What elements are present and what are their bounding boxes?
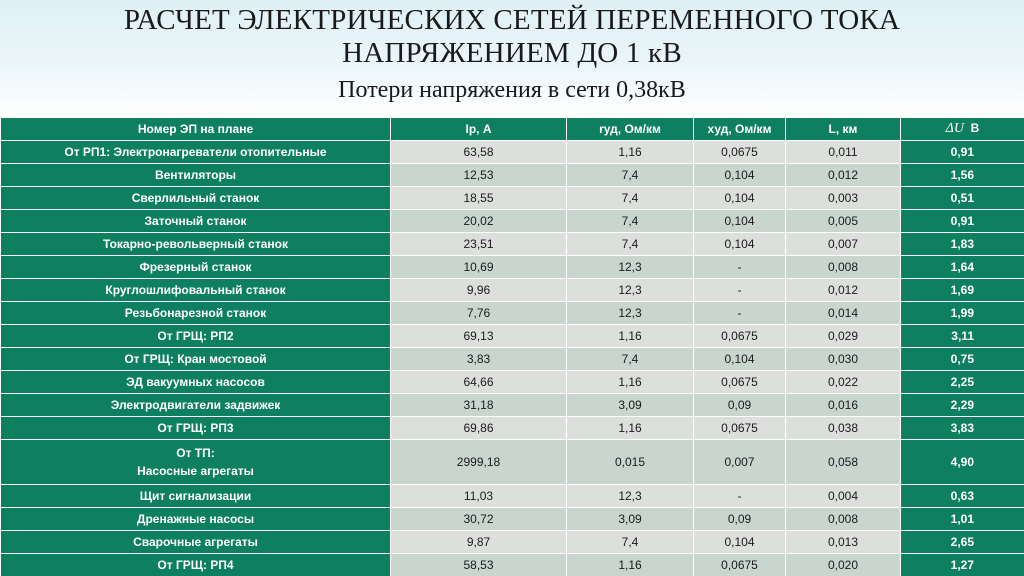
row-ip: 20,02	[391, 210, 567, 233]
row-ip: 64,66	[391, 371, 567, 394]
row-name: ЭД вакуумных насосов	[1, 371, 391, 394]
header-x: худ, Ом/км	[694, 118, 786, 141]
row-x: 0,09	[694, 394, 786, 417]
row-name: Щит сигнализации	[1, 485, 391, 508]
row-name: Сварочные агрегаты	[1, 531, 391, 554]
row-du: 1,27	[901, 554, 1024, 576]
row-x: 0,104	[694, 187, 786, 210]
row-l: 0,008	[786, 256, 901, 279]
row-l: 0,013	[786, 531, 901, 554]
row-x: -	[694, 302, 786, 325]
row-x: -	[694, 279, 786, 302]
row-x: 0,0675	[694, 417, 786, 440]
row-du: 1,99	[901, 302, 1024, 325]
row-x: -	[694, 485, 786, 508]
row-name: Сверлильный станок	[1, 187, 391, 210]
row-x: 0,0675	[694, 554, 786, 576]
row-l: 0,058	[786, 440, 901, 485]
table-row	[1, 394, 1024, 417]
row-l: 0,003	[786, 187, 901, 210]
row-l: 0,029	[786, 325, 901, 348]
row-l: 0,012	[786, 164, 901, 187]
slide-title-block	[0, 4, 1024, 107]
row-x: 0,007	[694, 440, 786, 485]
row-r: 7,4	[567, 531, 694, 554]
table-row	[1, 325, 1024, 348]
row-ip: 9,96	[391, 279, 567, 302]
row-name-line-2: Насосные агрегаты	[7, 462, 384, 480]
row-r: 7,4	[567, 210, 694, 233]
row-ip: 11,03	[391, 485, 567, 508]
slide-subtitle: Потери напряжения в сети 0,38кВ	[0, 73, 1024, 107]
row-ip: 7,76	[391, 302, 567, 325]
row-r: 0,015	[567, 440, 694, 485]
row-ip: 9,87	[391, 531, 567, 554]
row-l: 0,012	[786, 279, 901, 302]
row-r: 1,16	[567, 554, 694, 576]
row-du: 0,75	[901, 348, 1024, 371]
row-r: 1,16	[567, 371, 694, 394]
row-l: 0,011	[786, 141, 901, 164]
header-l: L, км	[786, 118, 901, 141]
row-du: 0,63	[901, 485, 1024, 508]
row-du: 1,64	[901, 256, 1024, 279]
table-row	[1, 485, 1024, 508]
row-r: 3,09	[567, 508, 694, 531]
row-ip: 10,69	[391, 256, 567, 279]
row-x: 0,0675	[694, 141, 786, 164]
table-row	[1, 210, 1024, 233]
row-name: Круглошлифовальный станок	[1, 279, 391, 302]
table-row	[1, 417, 1024, 440]
row-name: Вентиляторы	[1, 164, 391, 187]
row-r: 7,4	[567, 233, 694, 256]
row-l: 0,030	[786, 348, 901, 371]
row-name: Электродвигатели задвижек	[1, 394, 391, 417]
header-r: rуд, Ом/км	[567, 118, 694, 141]
row-du: 1,56	[901, 164, 1024, 187]
row-du: 1,01	[901, 508, 1024, 531]
row-l: 0,038	[786, 417, 901, 440]
row-name: Резьбонарезной станок	[1, 302, 391, 325]
table-row	[1, 256, 1024, 279]
row-r: 1,16	[567, 141, 694, 164]
row-x: -	[694, 256, 786, 279]
row-l: 0,022	[786, 371, 901, 394]
delta-u-symbol: ΔU	[946, 121, 964, 136]
table-row	[1, 187, 1024, 210]
row-du: 1,83	[901, 233, 1024, 256]
table-row	[1, 508, 1024, 531]
table-row	[1, 348, 1024, 371]
row-l: 0,016	[786, 394, 901, 417]
row-name-line-1: От ТП:	[7, 444, 384, 462]
row-du: 2,25	[901, 371, 1024, 394]
row-x: 0,104	[694, 233, 786, 256]
table-row	[1, 554, 1024, 576]
row-l: 0,004	[786, 485, 901, 508]
row-ip: 58,53	[391, 554, 567, 576]
row-du: 4,90	[901, 440, 1024, 485]
row-l: 0,005	[786, 210, 901, 233]
row-du: 1,69	[901, 279, 1024, 302]
voltage-loss-table	[0, 117, 1024, 576]
row-name: От ГРЩ: Кран мостовой	[1, 348, 391, 371]
row-name: Фрезерный станок	[1, 256, 391, 279]
row-ip: 31,18	[391, 394, 567, 417]
row-r: 3,09	[567, 394, 694, 417]
table-row	[1, 371, 1024, 394]
slide-title-line-2: НАПРЯЖЕНИЕМ ДО 1 кВ	[0, 37, 1024, 70]
header-name: Номер ЭП на плане	[1, 118, 391, 141]
row-du: 2,29	[901, 394, 1024, 417]
row-ip: 69,13	[391, 325, 567, 348]
row-ip: 69,86	[391, 417, 567, 440]
row-x: 0,0675	[694, 325, 786, 348]
table-row	[1, 531, 1024, 554]
table-row	[1, 440, 1024, 485]
row-r: 7,4	[567, 164, 694, 187]
row-r: 12,3	[567, 485, 694, 508]
row-x: 0,104	[694, 348, 786, 371]
row-name: От РП1: Электронагреватели отопительные	[1, 141, 391, 164]
row-name: Дренажные насосы	[1, 508, 391, 531]
row-du: 3,83	[901, 417, 1024, 440]
row-x: 0,104	[694, 531, 786, 554]
header-du	[901, 118, 1024, 141]
table-row	[1, 164, 1024, 187]
table-row	[1, 279, 1024, 302]
row-r: 1,16	[567, 325, 694, 348]
row-x: 0,104	[694, 164, 786, 187]
row-x: 0,104	[694, 210, 786, 233]
table-row	[1, 302, 1024, 325]
table-header-row	[1, 118, 1024, 141]
row-name: Токарно-револьверный станок	[1, 233, 391, 256]
header-ip: Ip, А	[391, 118, 567, 141]
row-r: 7,4	[567, 187, 694, 210]
row-name: От ГРЩ: РП2	[1, 325, 391, 348]
row-l: 0,020	[786, 554, 901, 576]
row-x: 0,09	[694, 508, 786, 531]
row-du: 0,51	[901, 187, 1024, 210]
row-r: 12,3	[567, 256, 694, 279]
row-du: 2,65	[901, 531, 1024, 554]
row-du: 3,11	[901, 325, 1024, 348]
row-ip: 23,51	[391, 233, 567, 256]
row-r: 7,4	[567, 348, 694, 371]
row-l: 0,008	[786, 508, 901, 531]
row-ip: 3,83	[391, 348, 567, 371]
table-row	[1, 233, 1024, 256]
row-l: 0,007	[786, 233, 901, 256]
row-r: 1,16	[567, 417, 694, 440]
row-x: 0,0675	[694, 371, 786, 394]
row-du: 0,91	[901, 141, 1024, 164]
row-du: 0,91	[901, 210, 1024, 233]
row-name	[1, 440, 391, 485]
slide-title-line-1: РАСЧЕТ ЭЛЕКТРИЧЕСКИХ СЕТЕЙ ПЕРЕМЕННОГО ТОКА	[0, 4, 1024, 37]
voltage-loss-table-container	[0, 117, 1024, 576]
row-r: 12,3	[567, 302, 694, 325]
row-ip: 63,58	[391, 141, 567, 164]
row-l: 0,014	[786, 302, 901, 325]
row-name: Заточный станок	[1, 210, 391, 233]
row-name: От ГРЩ: РП3	[1, 417, 391, 440]
delta-u-unit: В	[971, 121, 980, 135]
row-ip: 2999,18	[391, 440, 567, 485]
table-row	[1, 141, 1024, 164]
row-ip: 30,72	[391, 508, 567, 531]
row-ip: 18,55	[391, 187, 567, 210]
row-name: От ГРЩ: РП4	[1, 554, 391, 576]
row-ip: 12,53	[391, 164, 567, 187]
row-r: 12,3	[567, 279, 694, 302]
